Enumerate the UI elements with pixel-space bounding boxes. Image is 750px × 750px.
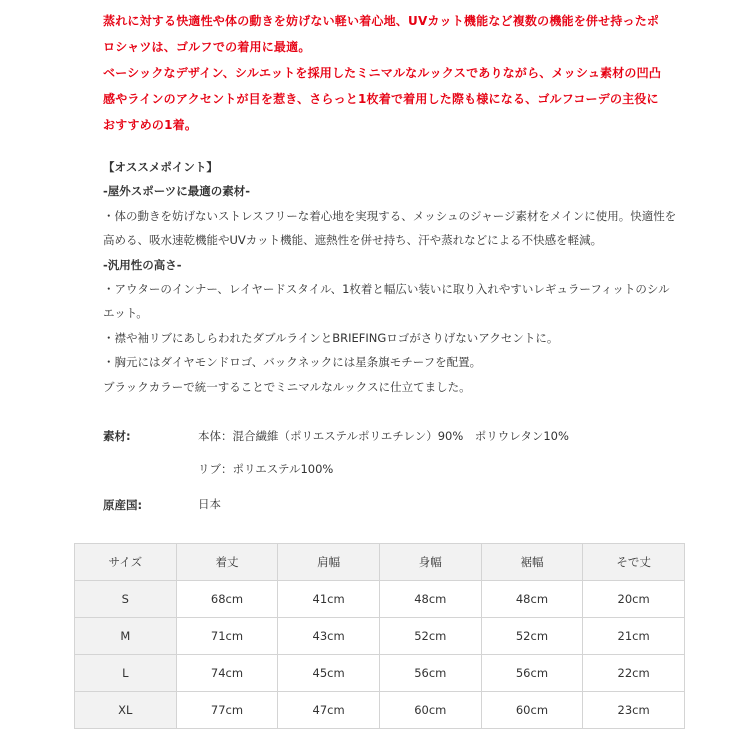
recommend-points xyxy=(103,155,678,399)
header-cell: 身幅 xyxy=(379,544,481,581)
section-line: ・襟や袖リブにあしらわれたダブルラインとBRIEFINGロゴがさりげないアクセントに。 xyxy=(103,330,559,345)
table-cell: 52cm xyxy=(379,618,481,655)
table-cell: 77cm xyxy=(176,692,278,729)
table-cell: 43cm xyxy=(278,618,380,655)
header-cell: そで丈 xyxy=(583,544,685,581)
origin-label: 原産国: xyxy=(103,498,143,512)
table-cell: 56cm xyxy=(481,655,583,692)
table-cell: 56cm xyxy=(379,655,481,692)
size-cell: XL xyxy=(75,692,177,729)
table-row xyxy=(75,581,685,618)
section-title-versatility: -汎用性の高さ- xyxy=(103,257,182,272)
table-cell: 74cm xyxy=(176,655,278,692)
size-cell: L xyxy=(75,655,177,692)
table-cell: 60cm xyxy=(379,692,481,729)
section-body-material: ・体の動きを妨げないストレスフリーな着心地を実現する、メッシュのジャージ素材をメインに使用。快適性を高める、吸水速乾機能やUVカット機能、遮熱性を併せ持ち、汗や蒸れなどによる不快感を軽減。 xyxy=(103,208,677,248)
table-row xyxy=(75,618,685,655)
table-cell: 52cm xyxy=(481,618,583,655)
size-table-header-row xyxy=(75,544,685,581)
table-cell: 41cm xyxy=(278,581,380,618)
table-cell: 71cm xyxy=(176,618,278,655)
header-cell: 着丈 xyxy=(176,544,278,581)
material-value: 本体：混合繊維（ポリエステルポリエチレン）90% ポリウレタン10% リブ：ポリエステル100% xyxy=(198,429,581,476)
size-table xyxy=(74,543,685,729)
header-cell: 裾幅 xyxy=(481,544,583,581)
table-cell: 23cm xyxy=(583,692,685,729)
section-line: ・胸元にはダイヤモンドロゴ、バックネックには星条旗モチーフを配置。 xyxy=(103,355,482,370)
origin-value: 日本 xyxy=(198,497,221,511)
table-row xyxy=(75,655,685,692)
section-title-material: -屋外スポーツに最適の素材- xyxy=(103,184,251,199)
table-cell: 21cm xyxy=(583,618,685,655)
table-cell: 22cm xyxy=(583,655,685,692)
table-cell: 68cm xyxy=(176,581,278,618)
section-line: ブラックカラーで統一することでミニマルなルックスに仕立てました。 xyxy=(103,379,471,394)
header-cell: サイズ xyxy=(75,544,177,581)
table-cell: 45cm xyxy=(278,655,380,692)
table-cell: 47cm xyxy=(278,692,380,729)
header-cell: 肩幅 xyxy=(278,544,380,581)
table-cell: 48cm xyxy=(379,581,481,618)
section-line: ・アウターのインナー、レイヤードスタイル、1枚着と幅広い装いに取り入れやすいレギュラーフィットのシルエット。 xyxy=(103,282,670,321)
points-heading: 【オススメポイント】 xyxy=(103,160,218,174)
table-cell: 60cm xyxy=(481,692,583,729)
intro-paragraph: ベーシックなデザイン、シルエットを採用したミニマルなルックスでありながら、メッシュ素材の凹凸感やラインのアクセントが目を惹き、さらっと1枚着で着用した際も様になる、ゴルフコーデの主役におすすめの1着。 xyxy=(103,66,662,132)
intro-text xyxy=(103,8,663,138)
size-cell: M xyxy=(75,618,177,655)
intro-paragraph: 蒸れに対する快適性や体の動きを妨げない軽い着心地、UVカット機能など複数の機能を併せ持ったポロシャツは、ゴルフでの着用に最適。 xyxy=(103,14,660,54)
size-cell: S xyxy=(75,581,177,618)
material-label: 素材: xyxy=(103,429,131,443)
table-cell: 48cm xyxy=(481,581,583,618)
table-cell: 20cm xyxy=(583,581,685,618)
table-row xyxy=(75,692,685,729)
